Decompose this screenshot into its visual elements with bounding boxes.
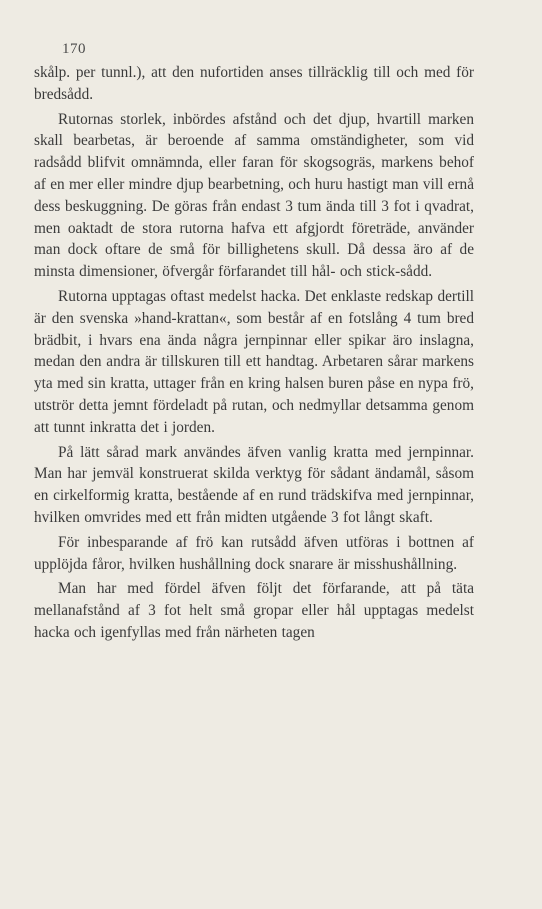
paragraph-rutorna-upptagas: Rutorna upptagas oftast medelst hacka. Det enklaste redskap dertill är den svenska »hand-krattan«, som består af en fotslång 4 tum bred brädbit, i hvars ena ända några jernpinnar eller spikar äro inslagna, medan den andra är tillskuren till ett handtag. Arbetaren sårar markens yta med sin kratta, uttager från en kring halsen buren påse en nypa frö, utströr detta jemnt fördeladt på rutan, och nedmyllar detsamma genom att tunnt inkratta det i jorden. xyxy=(34,287,474,436)
paragraph-inbesparande-af-fro: För inbesparande af frö kan rutsådd äfven utföras i bottnen af upplöjda fåror, hvilken hushållning dock snarare är misshushållning. xyxy=(34,533,474,573)
paragraph-continuation: skålp. per tunnl.), att den nufortiden anses tillräcklig till och med för bredsådd. xyxy=(34,64,474,103)
page-number: 170 xyxy=(62,41,86,57)
paragraph-man-har-med-fordel: Man har med fördel äfven följt det förfarande, att på täta mellanafstånd af 3 fot helt små gropar eller hål upptagas medelst hacka och igenfyllas med från närheten tagen xyxy=(34,580,474,641)
paragraph-latt-sarad-mark: På lätt sårad mark användes äfven vanlig kratta med jernpinnar. Man har jemväl konstruerat skilda verktyg för sådant ändamål, såsom en cirkelformig kratta, bestående af en rund trädskifva med jernpinnar, hvilken omvrides med ett från midten utgående 3 fot långt skaft. xyxy=(34,443,474,526)
page-body xyxy=(34,62,474,644)
paragraph-rutornas-storlek: Rutornas storlek, inbördes afstånd och det djup, hvartill marken skall bearbetas, är beroende af samma omständigheter, som vid radsådd blifvit omnämnda, eller faran för skogsogräs, markens behof af en mer eller mindre djup bearbetning, och huru hastigt man vill ernå dess beskuggning. De göras från endast 3 tum ända till 3 fot i qvadrat, men oaktadt de stora rutorna hafva ett afgjordt företräde, använder man dock oftare de små för billighetens skull. Då dessa äro af de minsta dimensioner, öfvergår förfarandet till hål- och stick-sådd. xyxy=(34,110,474,281)
